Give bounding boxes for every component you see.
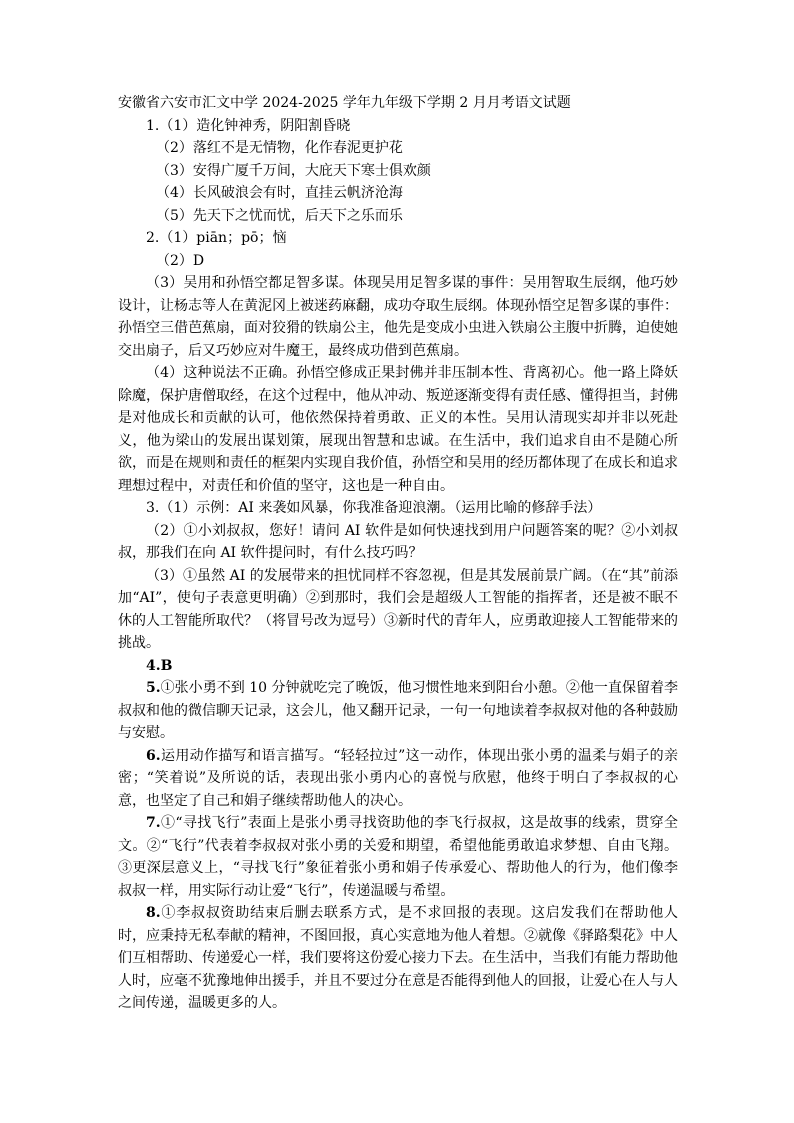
q8-answer: [118, 902, 678, 1015]
q3-paragraph-2: （2）①小刘叔叔，您好！请问 AI 软件是如何快速找到用户问题答案的呢？②小刘叔叔，那我们在向 AI 软件提问时，有什么技巧吗？: [118, 522, 678, 561]
q1-line-1: 1.（1）造化钟神秀，阴阳割昏晓: [146, 117, 351, 134]
q7-text: ①“寻找飞行”表面上是张小勇寻找资助他的李飞行叔叔，这是故事的线索，贯穿全文。②“飞行”代表着李叔叔对张小勇的关爱和期望，希望他能勇敢追求梦想、自由飞翔。③更深层意义上，“寻找飞行”象征着张小勇和娟子传承爱心、帮助他人的行为，他们像李叔叔一样，用实际行动让爱“飞行”，传递温暖与希望。: [118, 815, 678, 899]
q5-answer: [118, 677, 678, 745]
q1-line-4: （4）长风破浪会有时，直挂云帆济沧海: [156, 185, 403, 201]
q2-paragraph-3: （3）吴用和孙悟空都足智多谋。体现吴用足智多谋的事件：吴用智取生辰纲，他巧妙设计，让杨志等人在黄泥冈上被迷药麻翻，成功夺取生辰纲。体现孙悟空足智多谋的事件：孙悟空三借芭蕉扇，面对狡猾的铁扇公主，他先是变成小虫进入铁扇公主腹中折腾，迫使她交出扇子，后又巧妙应对牛魔王，最终成功借到芭蕉扇。: [118, 275, 678, 359]
answer-document: [118, 92, 678, 1015]
q7-number: 7.: [146, 815, 161, 831]
q5-text: ①张小勇不到 10 分钟就吃完了晚饭，他习惯性地来到阳台小憩。②他一直保留着李叔叔和他的微信聊天记录，这会儿，他又翻开记录，一句一句地读着李叔叔对他的各种鼓励与安慰。: [118, 680, 678, 741]
q6-number: 6.: [146, 747, 161, 764]
q2-line-2: （2）D: [156, 252, 205, 269]
q4-number: 4.B: [146, 657, 173, 674]
q2-line-1: 2.（1）piān；pō；恼: [146, 230, 287, 246]
q1-line-5: （5）先天下之忧而忧，后天下之乐而乐: [156, 207, 403, 224]
q7-answer: [118, 812, 678, 902]
q1-line-3: （3）安得广厦千万间，大庇天下寒士俱欢颜: [156, 162, 431, 179]
q2-paragraph-4: （4）这种说法不正确。孙悟空修成正果封佛并非压制本性、背离初心。他一路上降妖除魔，保护唐僧取经，在这个过程中，他从冲动、叛逆逐渐变得有责任感、懂得担当，封佛是对他成长和贡献的认可，他依然保持着勇敢、正义的本性。吴用认清现实却并非以死赴义，他为梁山的发展出谋划策，展现出智慧和忠诚。在生活中，我们追求自由不是随心所欲，而是在规则和责任的框架内实现自我价值，孙悟空和吴用的经历都体现了在成长和追求理想过程中，对责任和价值的坚守，这也是一种自由。: [118, 365, 678, 494]
q6-text: 运用动作描写和语言描写。“轻轻拉过”这一动作，体现出张小勇的温柔与娟子的亲密；“笑着说”及所说的话，表现出张小勇内心的喜悦与欣慰，他终于明白了李叔叔的心意，也坚定了自己和娟子继续帮助他人的决心。: [118, 747, 678, 809]
q3-paragraph-3: （3）①虽然 AI 的发展带来的担忧同样不容忽视，但是其发展前景广阔。（在“其”前添加“AI”，使句子表意更明确）②到那时，我们会是超级人工智能的指挥者，还是被不眠不休的人工智能所取代？（将冒号改为逗号）③新时代的青年人，应勇敢迎接人工智能带来的挑战。: [118, 567, 678, 651]
q1-line-2: （2）落红不是无情物，化作春泥更护花: [156, 140, 403, 156]
q5-number: 5.: [146, 680, 161, 696]
q8-number: 8.: [146, 905, 161, 921]
document-title: 安徽省六安市汇文中学 2024-2025 学年九年级下学期 2 月月考语文试题: [118, 95, 571, 111]
q4-answer: [118, 655, 678, 678]
q8-text: ①李叔叔资助结束后删去联系方式，是不求回报的表现。这启发我们在帮助他人时，应秉持无私奉献的精神，不图回报，真心实意地为他人着想。②就像《驿路梨花》中人们互相帮助、传递爱心一样，我们要将这份爱心接力下去。在生活中，当我们有能力帮助他人时，应毫不犹豫地伸出援手，并且不要过分在意是否能得到他人的回报，让爱心在人与人之间传递，温暖更多的人。: [118, 905, 678, 1011]
q6-answer: [118, 745, 678, 813]
q3-line-1: 3.（1）示例：AI 来袭如风暴，你我准备迎浪潮。（运用比喻的修辞手法）: [146, 500, 602, 516]
